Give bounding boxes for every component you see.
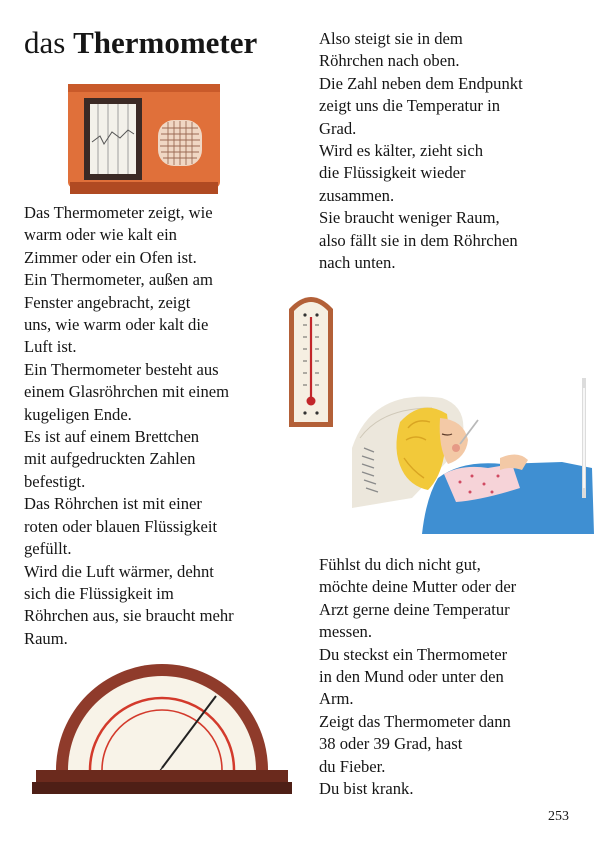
- text-line: Es ist auf einem Brettchen: [24, 427, 200, 447]
- text-line: gefüllt.: [24, 539, 72, 559]
- text-line: Raum.: [24, 628, 68, 648]
- left-column-text: [24, 202, 294, 650]
- text-line: Röhrchen nach oben.: [319, 51, 460, 71]
- text-line: in den Mund oder unter den: [319, 667, 504, 687]
- text-line: Du bist krank.: [319, 779, 414, 799]
- text-line: Ein Thermometer besteht aus: [24, 359, 219, 379]
- text-line: einem Glasröhrchen mit einem: [24, 382, 230, 402]
- sick-child-illustration: [352, 378, 594, 534]
- page-title: [24, 24, 257, 62]
- text-line: also fällt sie in dem Röhrchen: [319, 230, 518, 250]
- text-line: Wird die Luft wärmer, dehnt: [24, 561, 214, 581]
- text-line: zeigt uns die Temperatur in: [319, 96, 501, 116]
- text-line: warm oder wie kalt ein: [24, 225, 177, 245]
- text-line: Du steckst ein Thermometer: [319, 644, 508, 664]
- text-line: Fenster angebracht, zeigt: [24, 292, 191, 312]
- text-line: uns, wie warm oder kalt die: [24, 315, 209, 335]
- text-line: roten oder blauen Flüssigkeit: [24, 516, 218, 536]
- text-line: möchte deine Mutter oder der: [319, 577, 517, 597]
- text-line: Die Zahl neben dem Endpunkt: [319, 73, 523, 93]
- text-line: die Flüssigkeit wieder: [319, 163, 466, 183]
- text-line: Zeigt das Thermometer dann: [319, 711, 511, 731]
- text-line: Das Thermometer zeigt, wie: [24, 203, 213, 222]
- dial-thermometer-illustration: [32, 650, 292, 796]
- title-article: das: [24, 25, 66, 60]
- text-line: Fühlst du dich nicht gut,: [319, 555, 481, 574]
- text-line: Das Röhrchen ist mit einer: [24, 494, 202, 514]
- radio-thermometer-illustration: [64, 84, 224, 194]
- page-number: 253: [548, 809, 569, 824]
- text-line: Grad.: [319, 118, 357, 138]
- text-line: Arm.: [319, 689, 354, 709]
- wall-thermometer-illustration: [285, 291, 337, 431]
- text-line: Zimmer oder ein Ofen ist.: [24, 247, 197, 267]
- text-line: Luft ist.: [24, 337, 77, 357]
- text-line: Röhrchen aus, sie braucht mehr: [24, 606, 234, 626]
- text-line: befestigt.: [24, 471, 86, 491]
- text-line: kugeligen Ende.: [24, 404, 132, 424]
- text-line: Wird es kälter, zieht sich: [319, 141, 484, 161]
- text-line: 38 oder 39 Grad, hast: [319, 734, 463, 754]
- text-line: messen.: [319, 622, 372, 642]
- text-line: nach unten.: [319, 253, 396, 273]
- right-bottom-column-text: [319, 554, 589, 800]
- text-line: sich die Flüssigkeit im: [24, 583, 174, 603]
- text-line: Sie braucht weniger Raum,: [319, 208, 500, 228]
- text-line: mit aufgedruckten Zahlen: [24, 449, 196, 469]
- text-line: Arzt gerne deine Temperatur: [319, 599, 510, 619]
- right-top-column-text: [319, 28, 589, 274]
- text-line: du Fieber.: [319, 756, 386, 776]
- text-line: zusammen.: [319, 185, 395, 205]
- text-line: Also steigt sie in dem: [319, 29, 463, 48]
- title-word: Thermometer: [73, 25, 258, 60]
- text-line: Ein Thermometer, außen am: [24, 270, 213, 290]
